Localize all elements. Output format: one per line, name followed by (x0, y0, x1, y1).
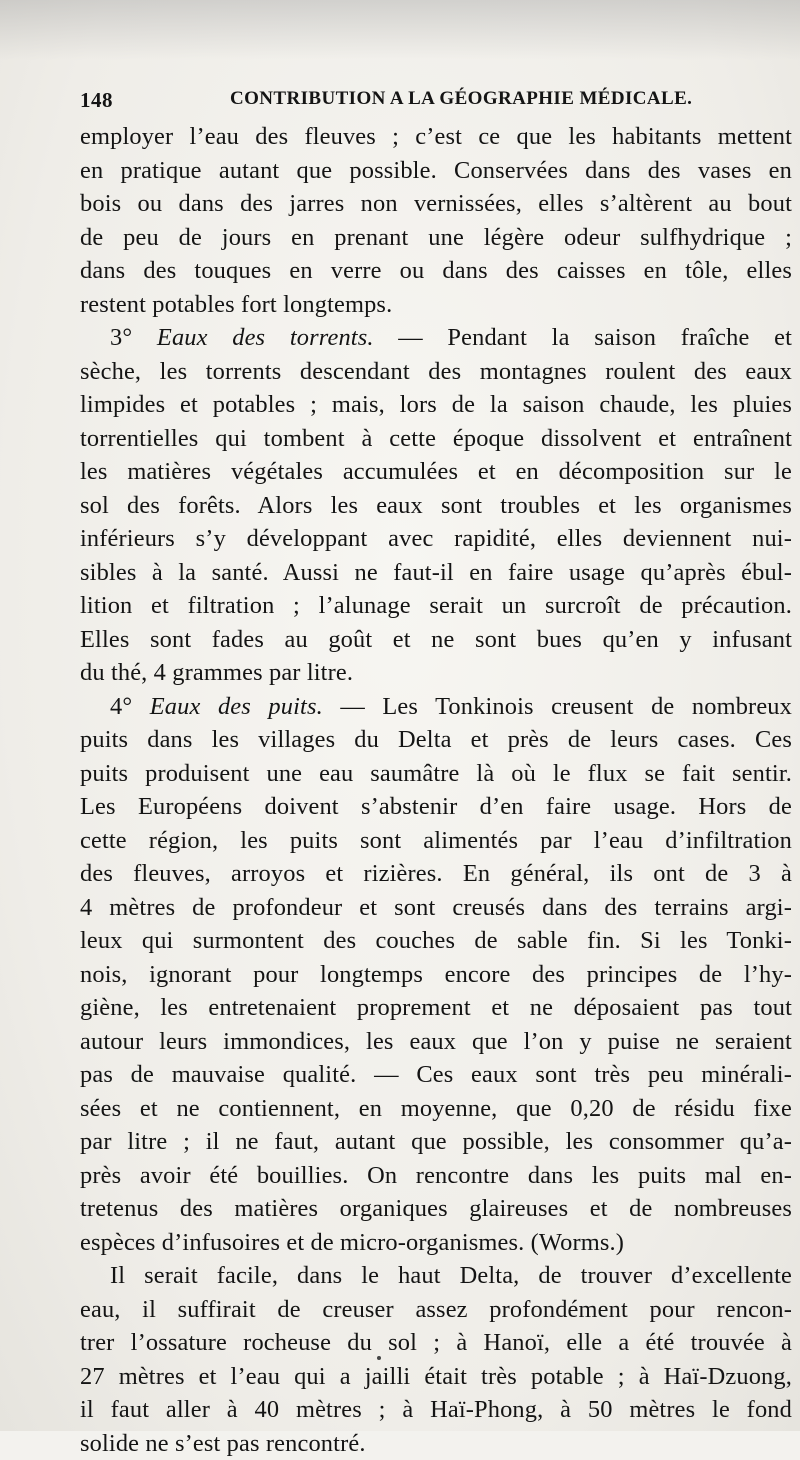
text-line: les matières végétales accumulées et en décomposition sur le (80, 455, 792, 489)
text-line: leux qui surmontent des couches de sable fin. Si les Tonki- (80, 924, 792, 958)
text-line: Elles sont fades au goût et ne sont bues qu’en y infusant (80, 623, 792, 657)
text-line: près avoir été bouillies. On rencontre dans les puits mal en- (80, 1159, 792, 1193)
text-line: sées et ne contiennent, en moyenne, que 0,20 de résidu fixe (80, 1092, 792, 1126)
text-line: employer l’eau des fleuves ; c’est ce que les habitants mettent (80, 120, 792, 154)
text-line: puits produisent une eau saumâtre là où le flux se fait sentir. (80, 757, 792, 791)
text-line: restent potables fort longtemps. (80, 288, 792, 322)
text-line: nois, ignorant pour longtemps encore des principes de l’hy- (80, 958, 792, 992)
text-line: de peu de jours en prenant une légère odeur sulfhydrique ; (80, 221, 792, 255)
text-line: par litre ; il ne faut, autant que possible, les consommer qu’a- (80, 1125, 792, 1159)
text-line: torrentielles qui tombent à cette époque dissolvent et entraînent (80, 422, 792, 456)
section-title: Eaux des puits. (150, 693, 323, 720)
text-line: espèces d’infusoires et de micro-organismes. (Worms.) (80, 1226, 792, 1260)
section-heading-line: 3° Eaux des torrents. — Pendant la saison fraîche et (80, 321, 792, 355)
text-line: Les Européens doivent s’abstenir d’en faire usage. Hors de (80, 790, 792, 824)
text-line: en pratique autant que possible. Conservées dans des vases en (80, 154, 792, 188)
text-line: inférieurs s’y développant avec rapidité, elles deviennent nui- (80, 522, 792, 556)
text-line: il faut aller à 40 mètres ; à Haï-Phong, à 50 mètres le fond (80, 1393, 792, 1427)
text-line: 4 mètres de profondeur et sont creusés dans des terrains argi- (80, 891, 792, 925)
text-line: cette région, les puits sont alimentés par l’eau d’infiltration (80, 824, 792, 858)
text-line: trer l’ossature rocheuse du sol ; à Hanoï, elle a été trouvée à (80, 1326, 792, 1360)
text-line: bois ou dans des jarres non vernissées, elles s’altèrent au bout (80, 187, 792, 221)
text-line: puits dans les villages du Delta et près de leurs cases. Ces (80, 723, 792, 757)
section-heading-line: 4° Eaux des puits. — Les Tonkinois creusent de nombreux (80, 690, 792, 724)
section-title: Eaux des torrents. (157, 324, 374, 351)
text-line: eau, il suffirait de creuser assez profondément pour rencon- (80, 1293, 792, 1327)
text-line: des fleuves, arroyos et rizières. En général, ils ont de 3 à (80, 857, 792, 891)
text-line: limpides et potables ; mais, lors de la saison chaude, les pluies (80, 388, 792, 422)
ink-speck (377, 1356, 381, 1360)
text-line: pas de mauvaise qualité. — Ces eaux sont très peu minérali- (80, 1058, 792, 1092)
text-line: sèche, les torrents descendant des montagnes roulent des eaux (80, 355, 792, 389)
text-line: sibles à la santé. Aussi ne faut-il en faire usage qu’après ébul- (80, 556, 792, 590)
text-line: dans des touques en verre ou dans des caisses en tôle, elles (80, 254, 792, 288)
text-line: du thé, 4 grammes par litre. (80, 656, 792, 690)
running-head: CONTRIBUTION A LA GÉOGRAPHIE MÉDICALE. (230, 88, 692, 110)
text-line: 27 mètres et l’eau qui a jailli était très potable ; à Haï-Dzuong, (80, 1360, 792, 1394)
text-line: giène, les entretenaient proprement et ne déposaient pas tout (80, 991, 792, 1025)
page-number: 148 (80, 88, 113, 113)
section-number: 4° (110, 693, 150, 720)
text-line: autour leurs immondices, les eaux que l’on y puise ne seraient (80, 1025, 792, 1059)
page-top-shadow (0, 0, 800, 60)
body-text (80, 120, 792, 1460)
paragraph-start-line: Il serait facile, dans le haut Delta, de trouver d’excellente (80, 1259, 792, 1293)
text-line: sol des forêts. Alors les eaux sont troubles et les organismes (80, 489, 792, 523)
text-line: tretenus des matières organiques glaireuses et de nombreuses (80, 1192, 792, 1226)
section-number: 3° (110, 324, 157, 351)
page-header (80, 88, 730, 118)
text-line: lition et filtration ; l’alunage serait un surcroît de précaution. (80, 589, 792, 623)
text-line: solide ne s’est pas rencontré. (80, 1427, 792, 1460)
